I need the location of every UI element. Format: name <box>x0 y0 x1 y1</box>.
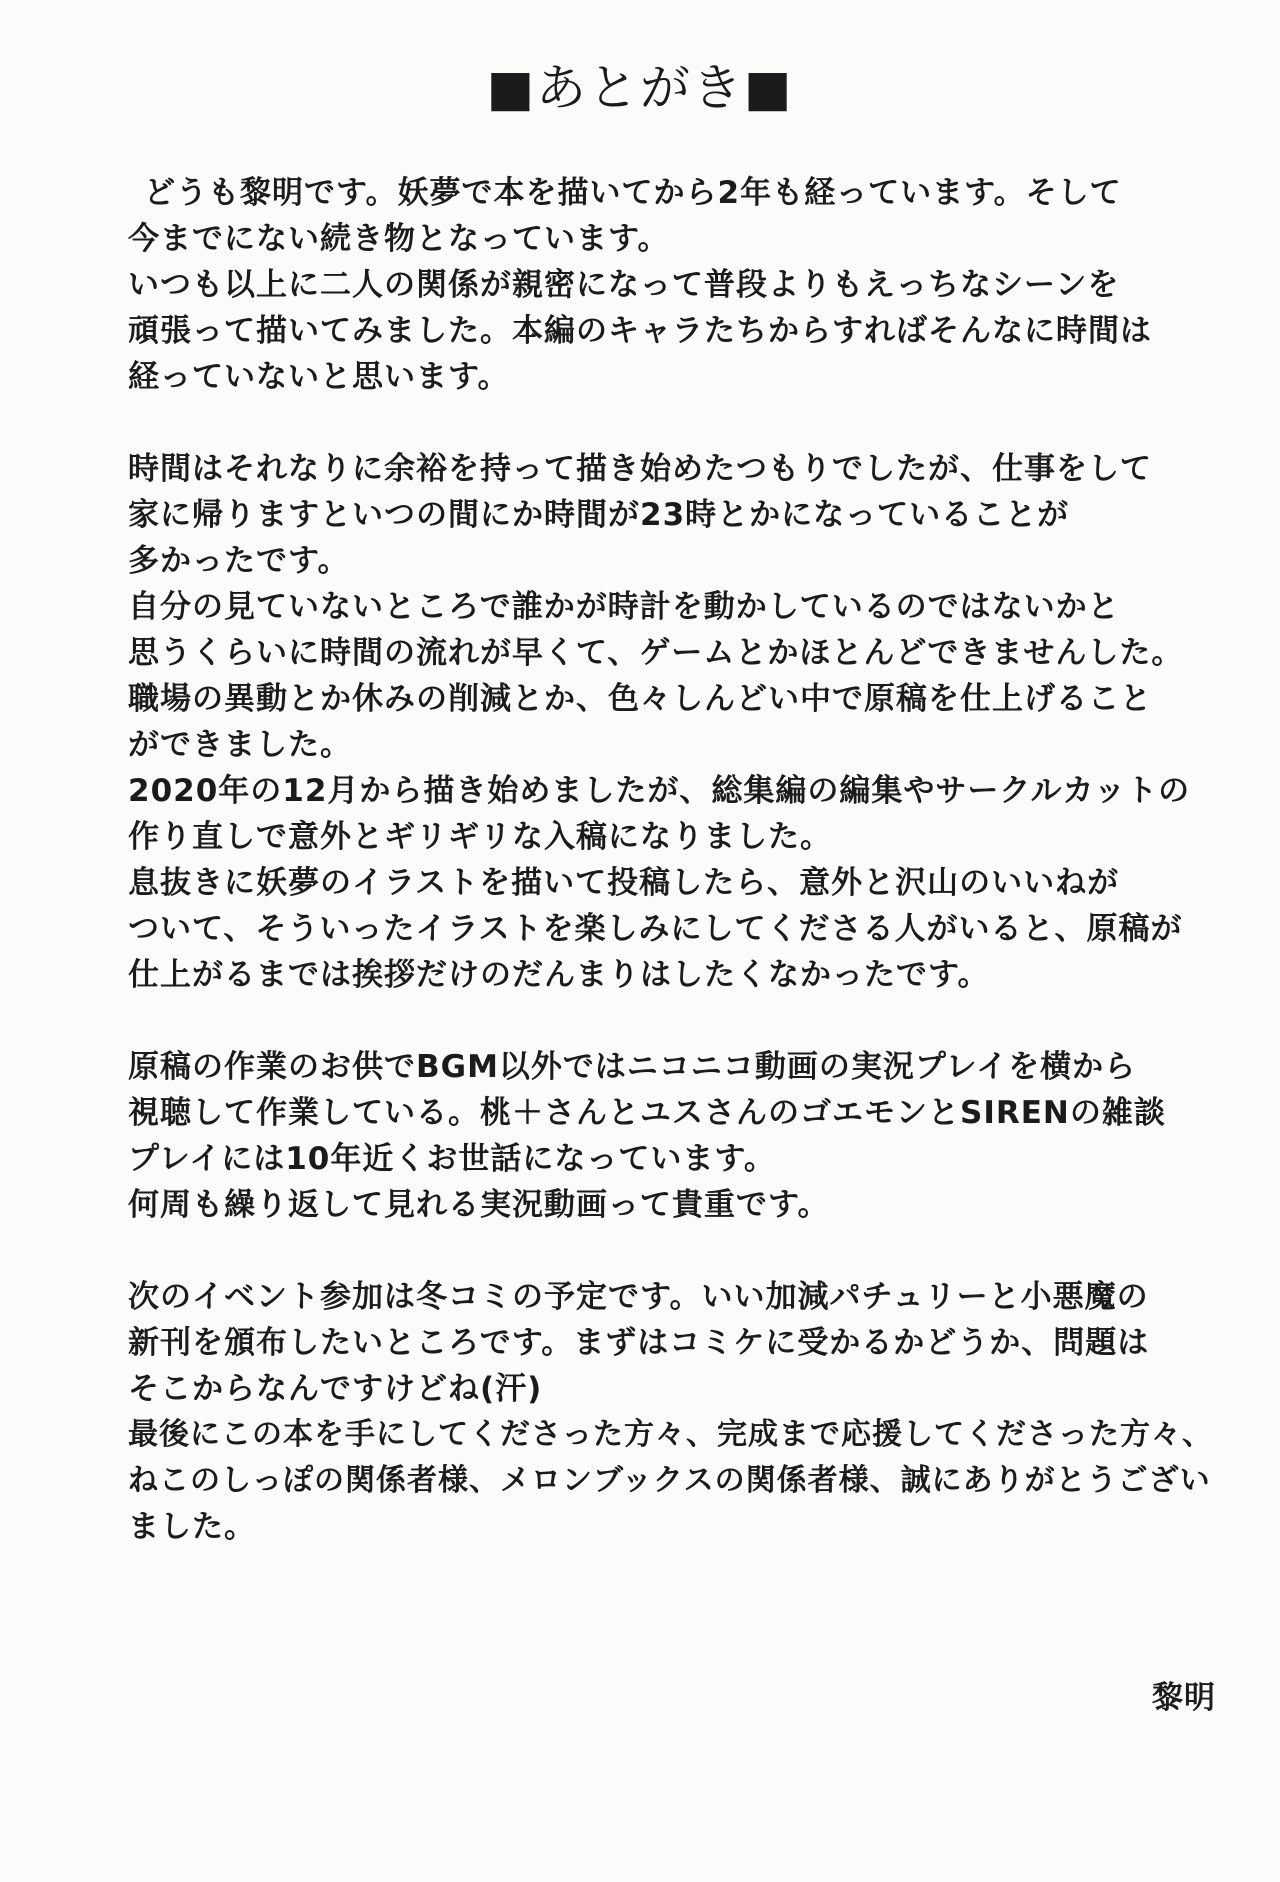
text-line: 最後にこの本を手にしてくださった方々、完成まで応援してくださった方々、 <box>128 1417 1213 1452</box>
text-line: 頑張って描いてみました。本編のキャラたちからすればそんなに時間は <box>128 313 1152 349</box>
text-line: 時間はそれなりに余裕を持って描き始めたつもりでしたが、仕事をして <box>128 451 1152 487</box>
text-line: 息抜きに妖夢のイラストを描いて投稿したら、意外と沢山のいいねが <box>128 865 1120 901</box>
text-line: 新刊を頒布したいところです。まずはコミケに受かるかどうか、問題は <box>128 1325 1150 1361</box>
paragraph-gap <box>128 400 1218 446</box>
text-line: ました。 <box>128 1509 256 1545</box>
text-line: ができました。 <box>128 727 352 763</box>
text-line: 視聴して作業している。桃＋さんとユスさんのゴエモンとSIRENの雑談 <box>128 1095 1166 1131</box>
text-line: 2020年の12月から描き始めましたが、総集編の編集やサークルカットの <box>128 773 1191 809</box>
text-line: 職場の異動とか休みの削減とか、色々しんどい中で原稿を仕上げること <box>128 681 1152 717</box>
paragraph-gap <box>128 1228 1218 1274</box>
paragraph-gap <box>128 998 1218 1044</box>
text-line: 多かったです。 <box>128 543 350 579</box>
page-title: ■あとがき■ <box>486 59 794 117</box>
text-line: 原稿の作業のお供でBGM以外ではニコニコ動画の実況プレイを横から <box>128 1049 1137 1085</box>
afterword-body <box>128 170 1218 1550</box>
text-line: ついて、そういったイラストを楽しみにしてくださる人がいると、原稿が <box>128 911 1183 947</box>
text-line: 経っていないと思います。 <box>128 359 510 395</box>
text-line: 次のイベント参加は冬コミの予定です。いい加減パチュリーと小悪魔の <box>128 1279 1149 1315</box>
text-line: 今までにない続き物となっています。 <box>128 221 670 257</box>
text-line: ねこのしっぽの関係者様、メロンブックスの関係者様、誠にありがとうござい <box>128 1463 1211 1498</box>
text-line: そこからなんですけどね(汗) <box>128 1371 543 1407</box>
text-line: プレイには10年近くお世話になっています。 <box>128 1141 776 1177</box>
text-line: 仕上がるまでは挨拶だけのだんまりはしたくなかったです。 <box>128 957 990 993</box>
text-line: どうも黎明です。妖夢で本を描いてから2年も経っています。そして <box>144 175 1122 211</box>
text-line: 何周も繰り返して見れる実況動画って貴重です。 <box>128 1187 830 1223</box>
text-line: 作り直しで意外とギリギリな入稿になりました。 <box>128 819 832 855</box>
text-line: いつも以上に二人の関係が親密になって普段よりもえっちなシーンを <box>128 267 1120 303</box>
text-line: 自分の見ていないところで誰かが時計を動かしているのではないかと <box>128 589 1120 625</box>
text-line: 思うくらいに時間の流れが早くて、ゲームとかほとんどできませんした。 <box>128 635 1184 671</box>
text-line: 家に帰りますといつの間にか時間が23時とかになっていることが <box>128 497 1070 533</box>
author-signature: 黎明 <box>1152 1680 1216 1716</box>
